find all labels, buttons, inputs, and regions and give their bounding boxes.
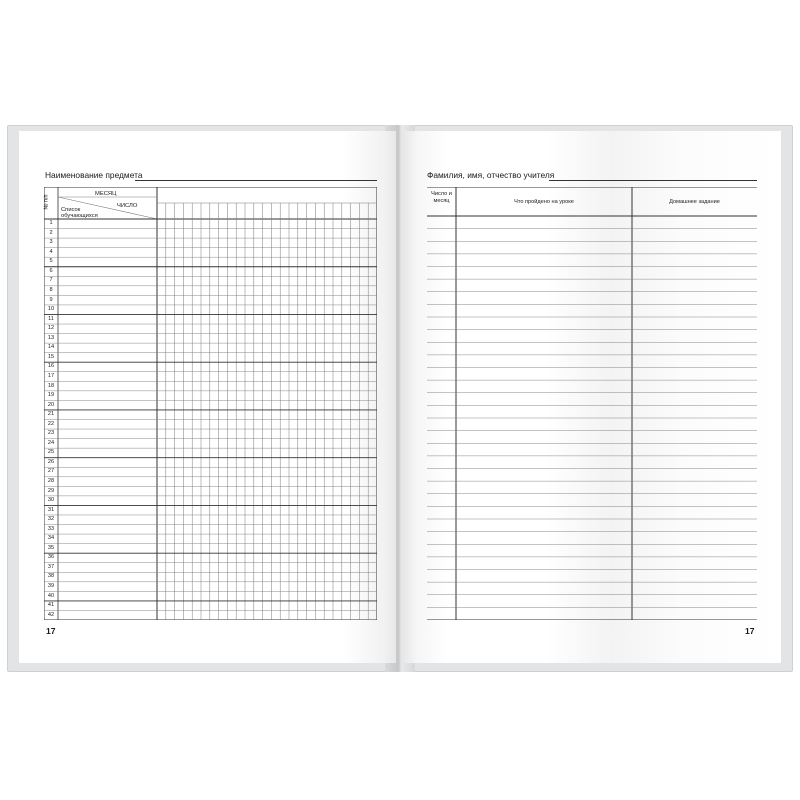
row-number: 10 xyxy=(47,306,55,313)
student-list-label: Список обучающихся xyxy=(61,207,98,219)
row-number: 31 xyxy=(47,506,55,513)
teacher-label: Фамилия, имя, отчество учителя xyxy=(427,170,555,180)
row-number: 6 xyxy=(49,267,53,274)
row-number: 38 xyxy=(47,573,55,580)
row-number: 21 xyxy=(47,411,55,418)
subject-label: Наименование предмета xyxy=(45,170,143,180)
row-number: 42 xyxy=(47,611,55,618)
row-number: 20 xyxy=(47,401,55,408)
row-number: 4 xyxy=(49,248,53,255)
row-number: 5 xyxy=(49,258,53,265)
homework-column-header: Домашнее задание xyxy=(669,199,720,205)
row-number: 19 xyxy=(47,392,55,399)
left-page-number: 17 xyxy=(46,626,56,636)
right-page-number: 17 xyxy=(745,626,755,636)
row-number: 34 xyxy=(47,535,55,542)
attendance-grid xyxy=(44,187,377,620)
row-number: 27 xyxy=(47,468,55,475)
attendance-grid-lines xyxy=(44,187,377,620)
row-number: 22 xyxy=(47,420,55,427)
row-number: 29 xyxy=(47,487,55,494)
subject-line xyxy=(135,180,377,181)
row-number: 1 xyxy=(49,220,53,227)
row-number: 37 xyxy=(47,563,55,570)
row-number: 12 xyxy=(47,325,55,332)
right-page xyxy=(402,131,781,663)
row-number: 26 xyxy=(47,458,55,465)
day-label: ЧИСЛО xyxy=(117,203,138,209)
lesson-column-header: Что пройдено на уроке xyxy=(514,199,574,205)
teacher-line xyxy=(549,180,757,181)
lessons-table xyxy=(427,187,757,620)
row-number: 32 xyxy=(47,516,55,523)
row-number: 18 xyxy=(47,382,55,389)
lessons-table-lines xyxy=(427,187,757,620)
row-number: 23 xyxy=(47,430,55,437)
row-number: 17 xyxy=(47,372,55,379)
row-number: 36 xyxy=(47,554,55,561)
row-number: 7 xyxy=(49,277,53,284)
row-number: 40 xyxy=(47,592,55,599)
row-number: 11 xyxy=(48,315,54,322)
row-number: 33 xyxy=(47,525,55,532)
left-page xyxy=(19,131,396,663)
row-number: 30 xyxy=(47,497,55,504)
row-number: 41 xyxy=(47,602,55,609)
row-number: 2 xyxy=(49,229,53,236)
row-number: 15 xyxy=(47,353,55,360)
row-number: 9 xyxy=(49,296,53,303)
row-number: 39 xyxy=(47,583,55,589)
row-number: 28 xyxy=(47,477,55,484)
row-number: 8 xyxy=(49,287,53,294)
row-number: 16 xyxy=(47,363,55,370)
row-number: 14 xyxy=(47,344,55,351)
row-number: 13 xyxy=(47,334,55,341)
number-header: № п/п xyxy=(43,194,50,210)
row-number: 24 xyxy=(47,439,55,446)
month-label: МЕСЯЦ xyxy=(95,191,117,197)
row-number: 25 xyxy=(47,449,55,456)
row-number: 35 xyxy=(47,544,55,551)
date-column-header: Число и месяц xyxy=(431,191,452,204)
row-number: 3 xyxy=(49,239,53,246)
